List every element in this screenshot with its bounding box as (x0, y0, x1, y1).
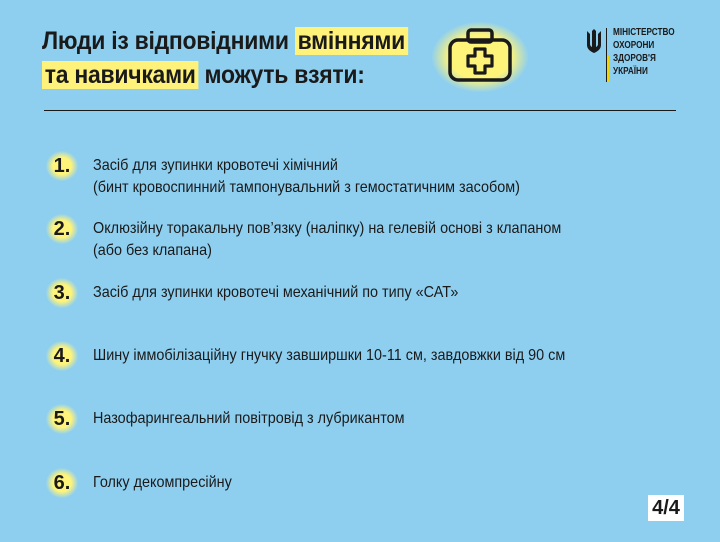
item-text (93, 408, 405, 430)
ministry-name-line: ЗДОРОВ'Я (613, 53, 656, 64)
item-text-line: (або без клапана) (93, 242, 212, 259)
item-text (93, 345, 565, 367)
item-text (93, 472, 232, 494)
ministry-logo (586, 26, 696, 86)
item-text-line: Шину іммобілізаційну гнучку завширшки 10-11 см, завдовжки від 90 см (93, 347, 566, 364)
item-number: 1. (46, 151, 78, 181)
first-aid-kit-graphic (444, 24, 516, 86)
item-text (93, 155, 520, 199)
item-number: 5. (46, 404, 78, 434)
headline-highlight: та навичками (42, 61, 198, 89)
header-divider (44, 110, 676, 111)
ministry-name (613, 26, 675, 78)
item-text (93, 282, 458, 304)
item-text (93, 218, 561, 262)
item-text-line: Засіб для зупинки кровотечі хімічний (93, 157, 338, 174)
item-text-line: Голку декомпресійну (93, 474, 232, 491)
item-text-line: Засіб для зупинки кровотечі механічний по типу «САТ» (93, 284, 459, 301)
headline (42, 24, 408, 92)
logo-accent (607, 56, 609, 82)
headline-line-2 (42, 58, 408, 92)
item-number: 2. (46, 214, 78, 244)
item-text-line: (бинт кровоспинний тампонувальний з гемостатичним засобом) (93, 179, 520, 196)
ministry-name-line: УКРАЇНИ (613, 66, 648, 77)
ministry-name-line: ОХОРОНИ (613, 40, 655, 51)
headline-text: можуть взяти: (204, 61, 365, 89)
first-aid-kit-icon (438, 24, 522, 90)
page-indicator: 4/4 (648, 495, 684, 521)
ministry-name-line: МІНІСТЕРСТВО (613, 27, 675, 38)
item-number: 4. (46, 341, 78, 371)
headline-line-1 (42, 24, 408, 58)
trident-emblem-icon (586, 29, 602, 55)
item-number: 3. (46, 278, 78, 308)
headline-text: Люди із відповідними (42, 27, 289, 55)
headline-highlight: вміннями (295, 27, 408, 55)
item-text-line: Назофарингеальний повітровід з лубрикантом (93, 410, 405, 427)
item-number: 6. (46, 468, 78, 498)
item-text-line: Оклюзійну торакальну пов’язку (наліпку) на гелевій основі з клапаном (93, 220, 562, 237)
